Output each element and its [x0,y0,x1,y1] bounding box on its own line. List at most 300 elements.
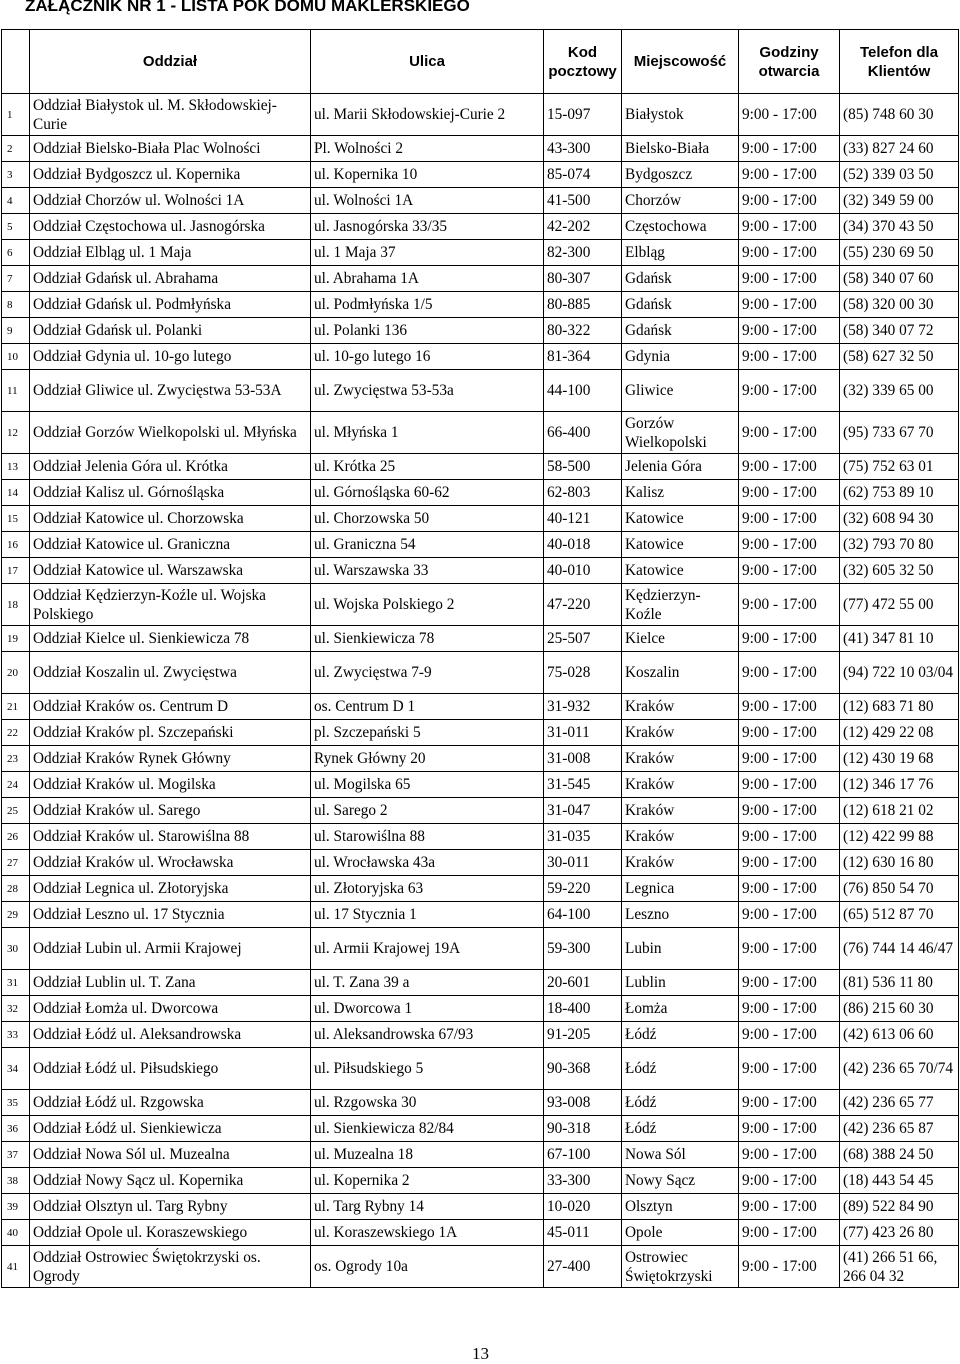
street-address: ul. Aleksandrowska 67/93 [311,1022,544,1048]
city: Łomża [622,996,739,1022]
row-number: 20 [2,652,30,694]
row-number: 34 [2,1048,30,1090]
opening-hours: 9:00 - 17:00 [739,162,840,188]
street-address: ul. 10-go lutego 16 [311,344,544,370]
postal-code: 40-018 [544,532,622,558]
branch-name: Oddział Kraków os. Centrum D [30,694,311,720]
city: Kielce [622,626,739,652]
client-phone: (62) 753 89 10 [840,480,959,506]
client-phone: (76) 744 14 46/47 [840,928,959,970]
postal-code: 93-008 [544,1090,622,1116]
client-phone: (32) 605 32 50 [840,558,959,584]
client-phone: (32) 793 70 80 [840,532,959,558]
opening-hours: 9:00 - 17:00 [739,970,840,996]
opening-hours: 9:00 - 17:00 [739,344,840,370]
city: Koszalin [622,652,739,694]
city: Kraków [622,746,739,772]
client-phone: (42) 236 65 77 [840,1090,959,1116]
street-address: ul. Armii Krajowej 19A [311,928,544,970]
branch-name: Oddział Bielsko-Biała Plac Wolności [30,136,311,162]
client-phone: (12) 430 19 68 [840,746,959,772]
row-number: 1 [2,94,30,136]
table-body [2,94,959,1288]
street-address: ul. Zwycięstwa 7-9 [311,652,544,694]
opening-hours: 9:00 - 17:00 [739,318,840,344]
branch-name: Oddział Białystok ul. M. Skłodowskiej-Curie [30,94,311,136]
opening-hours: 9:00 - 17:00 [739,928,840,970]
city: Gdańsk [622,292,739,318]
table-row [2,480,959,506]
header-city: Miejscowość [622,30,739,94]
postal-code: 30-011 [544,850,622,876]
table-row [2,1142,959,1168]
city: Lublin [622,970,739,996]
opening-hours: 9:00 - 17:00 [739,772,840,798]
city: Gliwice [622,370,739,412]
client-phone: (12) 618 21 02 [840,798,959,824]
branch-name: Oddział Kraków pl. Szczepański [30,720,311,746]
postal-code: 75-028 [544,652,622,694]
opening-hours: 9:00 - 17:00 [739,454,840,480]
row-number: 10 [2,344,30,370]
client-phone: (12) 683 71 80 [840,694,959,720]
opening-hours: 9:00 - 17:00 [739,720,840,746]
row-number: 5 [2,214,30,240]
postal-code: 85-074 [544,162,622,188]
client-phone: (32) 339 65 00 [840,370,959,412]
street-address: ul. Warszawska 33 [311,558,544,584]
branch-name: Oddział Gdańsk ul. Polanki [30,318,311,344]
table-row [2,902,959,928]
city: Leszno [622,902,739,928]
street-address: ul. Rzgowska 30 [311,1090,544,1116]
city: Bielsko-Biała [622,136,739,162]
street-address: os. Centrum D 1 [311,694,544,720]
row-number: 40 [2,1220,30,1246]
branch-name: Oddział Kielce ul. Sienkiewicza 78 [30,626,311,652]
row-number: 33 [2,1022,30,1048]
branch-name: Oddział Kraków ul. Mogilska [30,772,311,798]
branch-name: Oddział Jelenia Góra ul. Krótka [30,454,311,480]
branch-name: Oddział Gdańsk ul. Podmłyńska [30,292,311,318]
table-row [2,1090,959,1116]
client-phone: (77) 423 26 80 [840,1220,959,1246]
street-address: ul. Sienkiewicza 82/84 [311,1116,544,1142]
city: Kędzierzyn-Koźle [622,584,739,626]
street-address: ul. Dworcowa 1 [311,996,544,1022]
branch-name: Oddział Lublin ul. T. Zana [30,970,311,996]
row-number: 19 [2,626,30,652]
row-number: 8 [2,292,30,318]
row-number: 36 [2,1116,30,1142]
street-address: ul. Zwycięstwa 53-53a [311,370,544,412]
street-address: ul. Piłsudskiego 5 [311,1048,544,1090]
postal-code: 67-100 [544,1142,622,1168]
row-number: 16 [2,532,30,558]
header-phone: Telefon dla Klientów [840,30,959,94]
opening-hours: 9:00 - 17:00 [739,558,840,584]
row-number: 2 [2,136,30,162]
row-number: 21 [2,694,30,720]
city: Legnica [622,876,739,902]
row-number: 4 [2,188,30,214]
row-number: 6 [2,240,30,266]
page-title: ZAŁĄCZNIK NR 1 - LISTA POK DOMU MAKLERSKIEGO [25,0,470,15]
street-address: ul. Chorzowska 50 [311,506,544,532]
street-address: ul. Młyńska 1 [311,412,544,454]
city: Chorzów [622,188,739,214]
street-address: ul. Muzealna 18 [311,1142,544,1168]
client-phone: (52) 339 03 50 [840,162,959,188]
client-phone: (12) 346 17 76 [840,772,959,798]
opening-hours: 9:00 - 17:00 [739,214,840,240]
city: Kraków [622,772,739,798]
client-phone: (75) 752 63 01 [840,454,959,480]
city: Łódź [622,1022,739,1048]
postal-code: 66-400 [544,412,622,454]
row-number: 24 [2,772,30,798]
row-number: 29 [2,902,30,928]
table-row [2,1116,959,1142]
client-phone: (41) 347 81 10 [840,626,959,652]
city: Kraków [622,824,739,850]
row-number: 38 [2,1168,30,1194]
postal-code: 58-500 [544,454,622,480]
client-phone: (12) 429 22 08 [840,720,959,746]
table-row [2,928,959,970]
table-row [2,214,959,240]
branch-name: Oddział Łomża ul. Dworcowa [30,996,311,1022]
opening-hours: 9:00 - 17:00 [739,94,840,136]
table-row [2,318,959,344]
table-row [2,344,959,370]
client-phone: (12) 630 16 80 [840,850,959,876]
branch-name: Oddział Leszno ul. 17 Stycznia [30,902,311,928]
opening-hours: 9:00 - 17:00 [739,876,840,902]
client-phone: (55) 230 69 50 [840,240,959,266]
opening-hours: 9:00 - 17:00 [739,412,840,454]
postal-code: 81-364 [544,344,622,370]
opening-hours: 9:00 - 17:00 [739,480,840,506]
street-address: ul. Sienkiewicza 78 [311,626,544,652]
street-address: ul. Mogilska 65 [311,772,544,798]
table-row [2,558,959,584]
street-address: ul. Graniczna 54 [311,532,544,558]
postal-code: 31-047 [544,798,622,824]
city: Jelenia Góra [622,454,739,480]
opening-hours: 9:00 - 17:00 [739,370,840,412]
header-postal-code: Kod pocztowy [544,30,622,94]
postal-code: 31-008 [544,746,622,772]
street-address: ul. Wolności 1A [311,188,544,214]
table-row [2,240,959,266]
opening-hours: 9:00 - 17:00 [739,902,840,928]
branch-name: Oddział Koszalin ul. Zwycięstwa [30,652,311,694]
city: Kraków [622,798,739,824]
postal-code: 42-202 [544,214,622,240]
row-number: 18 [2,584,30,626]
opening-hours: 9:00 - 17:00 [739,798,840,824]
city: Katowice [622,506,739,532]
row-number: 27 [2,850,30,876]
table-row [2,720,959,746]
branch-name: Oddział Kędzierzyn-Koźle ul. Wojska Polskiego [30,584,311,626]
postal-code: 25-507 [544,626,622,652]
client-phone: (85) 748 60 30 [840,94,959,136]
row-number: 26 [2,824,30,850]
branch-name: Oddział Łódź ul. Aleksandrowska [30,1022,311,1048]
branch-name: Oddział Częstochowa ul. Jasnogórska [30,214,311,240]
street-address: ul. 17 Stycznia 1 [311,902,544,928]
client-phone: (76) 850 54 70 [840,876,959,902]
row-number: 41 [2,1246,30,1288]
table-row [2,506,959,532]
postal-code: 80-885 [544,292,622,318]
street-address: ul. Kopernika 10 [311,162,544,188]
row-number: 32 [2,996,30,1022]
client-phone: (18) 443 54 45 [840,1168,959,1194]
client-phone: (95) 733 67 70 [840,412,959,454]
opening-hours: 9:00 - 17:00 [739,824,840,850]
postal-code: 91-205 [544,1022,622,1048]
client-phone: (41) 266 51 66, 266 04 32 [840,1246,959,1288]
table-row [2,746,959,772]
header-hours: Godziny otwarcia [739,30,840,94]
city: Olsztyn [622,1194,739,1220]
city: Bydgoszcz [622,162,739,188]
row-number: 14 [2,480,30,506]
table-row [2,824,959,850]
row-number: 30 [2,928,30,970]
branch-name: Oddział Nowa Sól ul. Muzealna [30,1142,311,1168]
opening-hours: 9:00 - 17:00 [739,1246,840,1288]
opening-hours: 9:00 - 17:00 [739,506,840,532]
table-row [2,626,959,652]
row-number: 22 [2,720,30,746]
branch-name: Oddział Legnica ul. Złotoryjska [30,876,311,902]
opening-hours: 9:00 - 17:00 [739,240,840,266]
street-address: ul. Starowiślna 88 [311,824,544,850]
city: Gorzów Wielkopolski [622,412,739,454]
client-phone: (32) 349 59 00 [840,188,959,214]
client-phone: (89) 522 84 90 [840,1194,959,1220]
client-phone: (58) 340 07 72 [840,318,959,344]
street-address: ul. Podmłyńska 1/5 [311,292,544,318]
row-number: 13 [2,454,30,480]
postal-code: 80-307 [544,266,622,292]
street-address: ul. Krótka 25 [311,454,544,480]
street-address: ul. Targ Rybny 14 [311,1194,544,1220]
branch-name: Oddział Olsztyn ul. Targ Rybny [30,1194,311,1220]
table-row [2,694,959,720]
city: Gdynia [622,344,739,370]
city: Kraków [622,694,739,720]
table-row [2,94,959,136]
street-address: ul. 1 Maja 37 [311,240,544,266]
table-row [2,454,959,480]
branch-name: Oddział Kraków ul. Wrocławska [30,850,311,876]
postal-code: 31-011 [544,720,622,746]
postal-code: 18-400 [544,996,622,1022]
client-phone: (34) 370 43 50 [840,214,959,240]
opening-hours: 9:00 - 17:00 [739,1022,840,1048]
city: Gdańsk [622,318,739,344]
branch-name: Oddział Opole ul. Koraszewskiego [30,1220,311,1246]
row-number: 7 [2,266,30,292]
postal-code: 45-011 [544,1220,622,1246]
branch-name: Oddział Gdynia ul. 10-go lutego [30,344,311,370]
postal-code: 10-020 [544,1194,622,1220]
client-phone: (58) 320 00 30 [840,292,959,318]
postal-code: 64-100 [544,902,622,928]
street-address: Pl. Wolności 2 [311,136,544,162]
opening-hours: 9:00 - 17:00 [739,266,840,292]
opening-hours: 9:00 - 17:00 [739,1168,840,1194]
table-row [2,1022,959,1048]
client-phone: (94) 722 10 03/04 [840,652,959,694]
city: Katowice [622,532,739,558]
table-row [2,584,959,626]
table-row [2,1246,959,1288]
table-row [2,162,959,188]
opening-hours: 9:00 - 17:00 [739,694,840,720]
client-phone: (65) 512 87 70 [840,902,959,928]
client-phone: (12) 422 99 88 [840,824,959,850]
table-row [2,1048,959,1090]
street-address: ul. Marii Skłodowskiej-Curie 2 [311,94,544,136]
city: Gdańsk [622,266,739,292]
client-phone: (58) 627 32 50 [840,344,959,370]
row-number: 28 [2,876,30,902]
postal-code: 59-220 [544,876,622,902]
branch-name: Oddział Kraków Rynek Główny [30,746,311,772]
opening-hours: 9:00 - 17:00 [739,652,840,694]
city: Białystok [622,94,739,136]
postal-code: 40-010 [544,558,622,584]
table-row [2,188,959,214]
table-row [2,970,959,996]
postal-code: 59-300 [544,928,622,970]
postal-code: 44-100 [544,370,622,412]
row-number: 9 [2,318,30,344]
opening-hours: 9:00 - 17:00 [739,292,840,318]
city: Łódź [622,1116,739,1142]
table-row [2,798,959,824]
opening-hours: 9:00 - 17:00 [739,1220,840,1246]
city: Łódź [622,1048,739,1090]
street-address: ul. Abrahama 1A [311,266,544,292]
client-phone: (77) 472 55 00 [840,584,959,626]
city: Częstochowa [622,214,739,240]
client-phone: (42) 236 65 70/74 [840,1048,959,1090]
table-row [2,772,959,798]
opening-hours: 9:00 - 17:00 [739,136,840,162]
branch-name: Oddział Łódź ul. Piłsudskiego [30,1048,311,1090]
row-number: 23 [2,746,30,772]
branch-name: Oddział Katowice ul. Warszawska [30,558,311,584]
client-phone: (81) 536 11 80 [840,970,959,996]
row-number: 15 [2,506,30,532]
postal-code: 20-601 [544,970,622,996]
opening-hours: 9:00 - 17:00 [739,1048,840,1090]
table-row [2,1168,959,1194]
branch-name: Oddział Bydgoszcz ul. Kopernika [30,162,311,188]
postal-code: 62-803 [544,480,622,506]
city: Nowy Sącz [622,1168,739,1194]
postal-code: 43-300 [544,136,622,162]
row-number: 25 [2,798,30,824]
client-phone: (33) 827 24 60 [840,136,959,162]
client-phone: (58) 340 07 60 [840,266,959,292]
city: Ostrowiec Świętokrzyski [622,1246,739,1288]
postal-code: 90-318 [544,1116,622,1142]
row-number: 39 [2,1194,30,1220]
postal-code: 82-300 [544,240,622,266]
street-address: Rynek Główny 20 [311,746,544,772]
street-address: ul. Wrocławska 43a [311,850,544,876]
table-row [2,412,959,454]
table-row [2,136,959,162]
branch-name: Oddział Ostrowiec Świętokrzyski os. Ogrody [30,1246,311,1288]
client-phone: (32) 608 94 30 [840,506,959,532]
branch-table [1,29,959,1288]
postal-code: 31-035 [544,824,622,850]
table-row [2,370,959,412]
client-phone: (86) 215 60 30 [840,996,959,1022]
postal-code: 33-300 [544,1168,622,1194]
row-number: 31 [2,970,30,996]
street-address: ul. Złotoryjska 63 [311,876,544,902]
opening-hours: 9:00 - 17:00 [739,1194,840,1220]
opening-hours: 9:00 - 17:00 [739,996,840,1022]
row-number: 17 [2,558,30,584]
opening-hours: 9:00 - 17:00 [739,1090,840,1116]
postal-code: 40-121 [544,506,622,532]
table-row [2,532,959,558]
opening-hours: 9:00 - 17:00 [739,746,840,772]
city: Elbląg [622,240,739,266]
opening-hours: 9:00 - 17:00 [739,850,840,876]
city: Opole [622,1220,739,1246]
street-address: ul. T. Zana 39 a [311,970,544,996]
row-number: 3 [2,162,30,188]
table-row [2,292,959,318]
street-address: os. Ogrody 10a [311,1246,544,1288]
branch-name: Oddział Katowice ul. Chorzowska [30,506,311,532]
postal-code: 47-220 [544,584,622,626]
street-address: ul. Górnośląska 60-62 [311,480,544,506]
branch-name: Oddział Gdańsk ul. Abrahama [30,266,311,292]
opening-hours: 9:00 - 17:00 [739,188,840,214]
opening-hours: 9:00 - 17:00 [739,532,840,558]
table-row [2,1194,959,1220]
city: Kraków [622,720,739,746]
row-number: 37 [2,1142,30,1168]
postal-code: 31-545 [544,772,622,798]
postal-code: 80-322 [544,318,622,344]
header-number [2,30,30,94]
table-row [2,266,959,292]
street-address: ul. Koraszewskiego 1A [311,1220,544,1246]
city: Łódź [622,1090,739,1116]
postal-code: 27-400 [544,1246,622,1288]
client-phone: (68) 388 24 50 [840,1142,959,1168]
city: Katowice [622,558,739,584]
branch-name: Oddział Lubin ul. Armii Krajowej [30,928,311,970]
opening-hours: 9:00 - 17:00 [739,1142,840,1168]
street-address: ul. Jasnogórska 33/35 [311,214,544,240]
branch-name: Oddział Elbląg ul. 1 Maja [30,240,311,266]
